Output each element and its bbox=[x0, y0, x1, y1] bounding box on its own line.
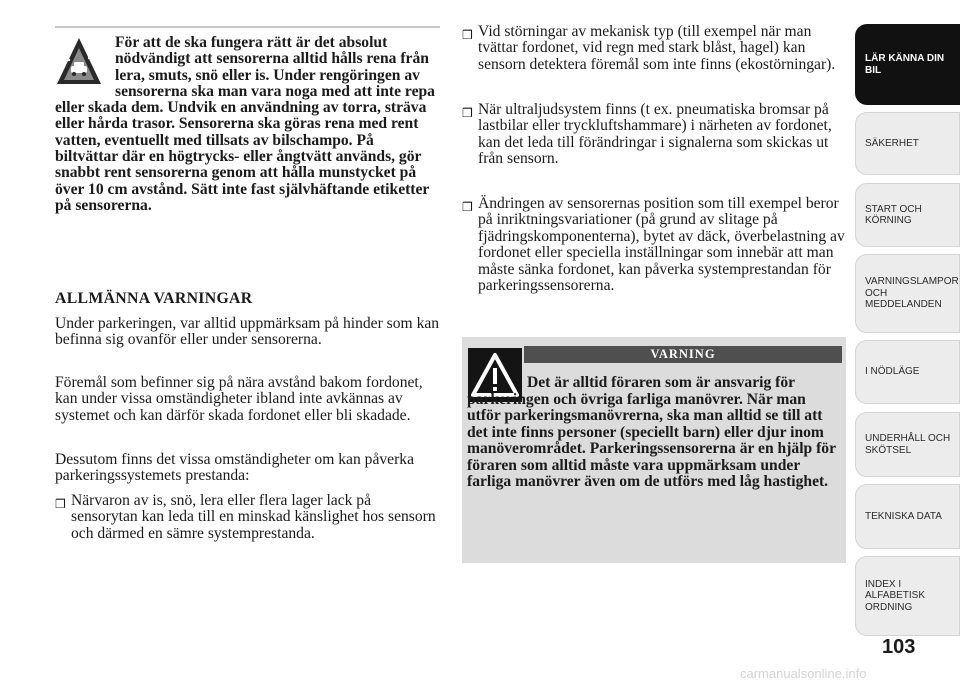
checkbox-bullet-icon: ❒ bbox=[462, 200, 473, 214]
tab-lar-kanna-din-bil[interactable]: LÄR KÄNNA DIN BIL bbox=[855, 24, 960, 105]
tab-underhall-och-skotsel[interactable]: UNDERHÅLL OCH SKÖTSEL bbox=[855, 412, 960, 477]
list-item: ❒ Närvaron av is, snö, lera eller flera lager lack på sensorytan kan leda till en minskad känslighet hos sensorn och därmed en sämre systemprestanda. bbox=[55, 492, 436, 542]
warning-box bbox=[462, 337, 846, 563]
checkbox-bullet-icon: ❒ bbox=[462, 106, 473, 120]
paragraph-3: Dessutom finns det vissa omständigheter om kan påverka parkeringssystemets prestanda: bbox=[55, 451, 415, 485]
paragraph-2: Föremål som befinner sig på nära avstånd bakom fordonet, kan under vissa omständigheter ibland inte avkännas av systemet och kan därför skada fordonet eller bli skadade. bbox=[55, 374, 423, 424]
list-item: ❒ Vid störningar av mekanisk typ (till exempel när man tvättar fordonet, vid regn med stark blåst, hagel) kan sensorn detektera föremål som inte finns (ekostörningar). bbox=[462, 23, 836, 73]
tab-sakerhet[interactable]: SÄKERHET bbox=[855, 112, 960, 175]
list-item: ❒ När ultraljudsystem finns (t ex. pneumatiska bromsar på lastbilar eller tryckluftshammare) i närheten av fordonet, kan det leda till förändringar i signalerna som skickas ut från sensorn. bbox=[462, 101, 832, 168]
tab-index[interactable]: INDEX I ALFABETISK ORDNING bbox=[855, 556, 960, 636]
caution-note bbox=[55, 35, 440, 214]
checkbox-bullet-icon: ❒ bbox=[462, 28, 473, 42]
warning-banner: VARNING bbox=[524, 346, 842, 363]
paragraph-1: Under parkeringen, var alltid uppmärksam på hinder som kan befinna sig ovanför eller under sensorerna. bbox=[55, 315, 440, 349]
tab-i-nodlage[interactable]: I NÖDLÄGE bbox=[855, 340, 960, 404]
checkbox-bullet-icon: ❒ bbox=[55, 497, 66, 511]
section-heading: ALLMÄNNA VARNINGAR bbox=[55, 290, 253, 307]
caution-text: För att de ska fungera rätt är det absolut nödvändigt att sensorerna alltid hålls rena från lera, smuts, snö eller is. Under rengöringen av sensorerna ska man vara noga med att inte repa eller skada dem. Undvik en användning av torra, sträva eller hårda trasor. Sensorerna ska göras rena med rent vatten, eventuellt med tillsats av bilschampo. På biltvättar där en högtrycks- eller ångtvätt används, gör snabbt rent sensorerna genom att hålla munstycket på över 10 cm avstånd. Sätt inte fast självhäftande etiketter på sensorerna. bbox=[55, 34, 435, 214]
list-item: ❒ Ändringen av sensorernas position som till exempel beror på inriktningsvariationer (på grund av slitage på fjädringskomponenterna), bytet av däck, överbelastning av fordonet eller speciella inställningar som innebär att man måste sänka fordonet, kan påverka systemprestandan för parkeringssensorerna. bbox=[462, 195, 845, 295]
watermark: carmanualsonline.info bbox=[740, 666, 867, 681]
car-wash-caution-icon bbox=[55, 36, 103, 86]
top-rule bbox=[55, 26, 440, 28]
page-number: 103 bbox=[882, 636, 916, 658]
warning-text: Det är alltid föraren som är ansvarig för parkeringen och övriga farliga manövrer. När man utför parkeringsmanövrerna, ska man alltid se till att det inte finns personer (speciellt barn) eller djur inom manöverområdet. Parkeringssensorerna är en hjälp för föraren som alltid måste vara uppmärksam under farliga manövrer även om de utförs med låg hastighet. bbox=[467, 374, 836, 490]
tab-start-och-korning[interactable]: START OCH KÖRNING bbox=[855, 183, 960, 247]
tab-varningslampor[interactable]: VARNINGSLAMPOR OCH MEDDELANDEN bbox=[855, 254, 960, 333]
tab-tekniska-data[interactable]: TEKNISKA DATA bbox=[855, 484, 960, 549]
